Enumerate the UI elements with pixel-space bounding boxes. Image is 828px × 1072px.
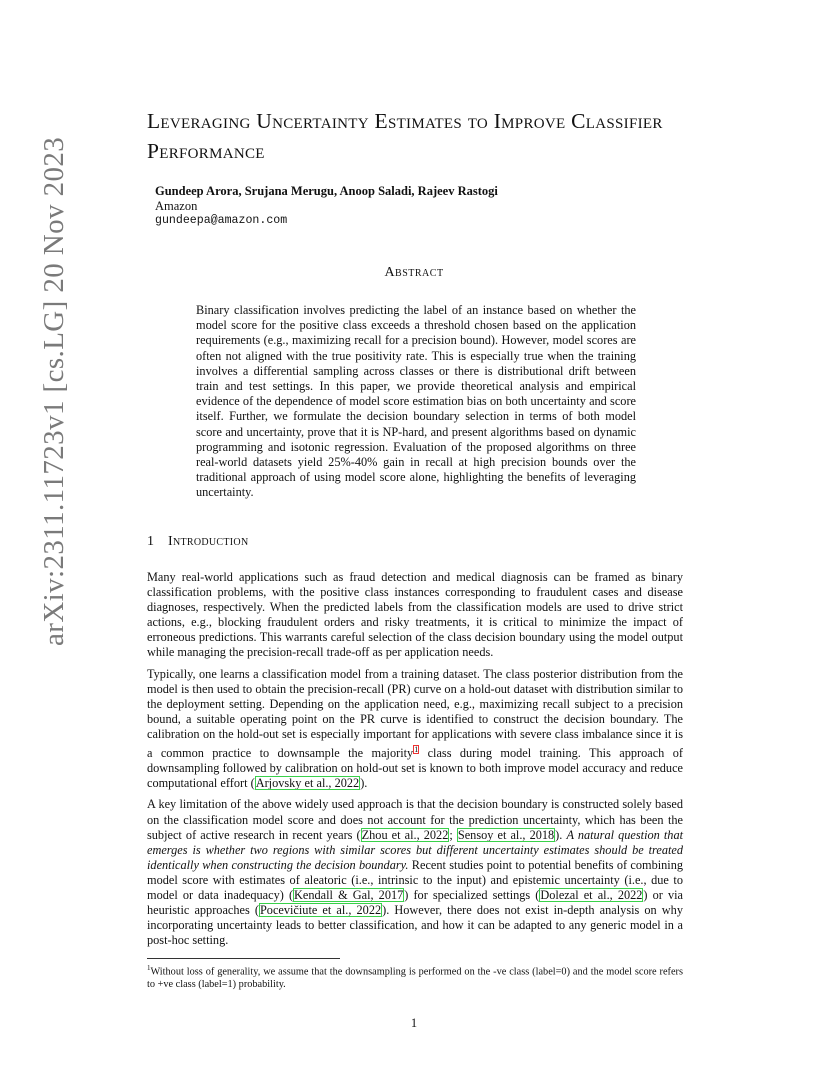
footnote-rule [147,958,340,959]
para3-italic: A natural question that emerges is whether two regions with similar scores but different uncertainty estimates should be treated identically when constructing the decision boundary. [147,827,684,872]
paper-title: Leveraging Uncertainty Estimates to Improve Classifier Performance [147,109,663,163]
arxiv-stamp: arXiv:2311.11723v1 [cs.LG] 20 Nov 2023 [38,136,70,646]
abstract-heading: Abstract [384,265,444,280]
citation-link[interactable]: Dolezal et al., 2022 [540,887,643,902]
para2-text-b: class during model training. This approach of downsampling followed by calibration on hold-out set is known to both improve model accuracy and reduce computational effort ( [147,746,683,791]
citation-link[interactable]: Sensoy et al., 2018 [457,827,555,842]
abstract [196,303,636,501]
footnote-ref[interactable]: 1 [414,745,419,755]
para3-text-f: ). However, there does not exist in-depth analysis on why incorporating uncertainty leads to better classification, and how it can be adapted to any generic model in a post-hoc setting. [147,903,683,948]
citation-link[interactable]: Pocevičiute et al., 2022 [259,903,382,918]
section-heading [147,534,248,550]
paragraph-1: Many real-world applications such as fraud detection and medical diagnosis can be framed as binary classification problems, with the positive class instances corresponding to fraudulent cases and disease diagnoses, respectively. When the predicted labels from the classification models are used to drive strict actions, e.g., blocking fraudulent orders and risky treatments, it is critical to minimize the impact of erroneous predictions. This warrants careful selection of the class decision boundary using the model output while managing the precision-recall trade-off as per application needs. [147,570,683,660]
footnote-text: Without loss of generality, we assume that the downsampling is performed on the -ve class (label=0) and the model score refers to +ve class (label=1) probability. [147,966,683,991]
para2-text-a: Typically, one learns a classification model from a training dataset. The class posterior distribution from the model is then used to obtain the precision-recall (PR) curve on a hold-out dataset with distribution similar to the deployment setting. Depending on the application need, e.g., maximizing recall subject to a precision bound, a suitable operating point on the PR curve is identified to construct the decision boundary. The calibration on the hold-out set is especially important for applications with severe class imbalance since it is a common practice to downsample the majority [147,666,683,761]
para3-text-c: Recent studies point to potential benefits of combining model score with estimates of aleatoric (i.e., intrinsic to the input) and epistemic uncertainty (i.e., due to model or data inadequacy) ( [147,857,683,902]
para3-text-e: ) or via heuristic approaches ( [147,887,683,918]
abstract-text: Binary classification involves predicting the label of an instance based on whether the model score for the positive class exceeds a threshold chosen based on the application requirements (e.g., maximizing recall for a precision bound). However, model scores are often not aligned with the true positivity rate. This is especially true when the training involves a differential sampling across classes or there is distributional drift between train and test settings. In this paper, we provide theoretical analysis and empirical evidence of the dependence of model score estimation bias on both uncertainty and score itself. Further, we formulate the decision boundary selection in terms of both model score and uncertainty, prove that it is NP-hard, and present algorithms based on dynamic programming and isotonic regression. Evaluation of the proposed algorithms on three real-world datasets yield 25%-40% gain in recall at high precision bounds over the traditional approach of using model score alone, highlighting the benefits of leveraging uncertainty. [196,303,636,500]
para3-text-d: ) for specialized settings ( [404,887,540,902]
paragraph-2 [147,667,683,792]
para3-text-a: A key limitation of the above widely used approach is that the decision boundary is constructed solely based on the classification model score and does not account for the prediction uncertainty, which has been the subject of active research in recent years ( [147,797,683,842]
paragraph-3 [147,797,683,948]
para2-text-c: ). [360,776,368,791]
para3-text-b: ). [555,827,567,842]
citation-link[interactable]: Kendall & Gal, 2017 [294,887,404,902]
footnote-mark: 1 [147,964,151,972]
email: gundeepa@amazon.com [155,214,288,227]
page-number: 1 [410,1016,418,1030]
intro-body [147,570,683,954]
section-number: 1 [147,534,154,549]
author-list: Gundeep Arora, Srujana Merugu, Anoop Saladi, Rajeev Rastogi [155,184,498,198]
citation-link[interactable]: Zhou et al., 2022 [361,827,449,842]
affiliation: Amazon [155,199,198,213]
footnote [147,962,683,991]
citation-link[interactable]: Arjovsky et al., 2022 [255,776,360,791]
citation-separator: ; [449,827,457,842]
section-name: Introduction [168,534,249,549]
